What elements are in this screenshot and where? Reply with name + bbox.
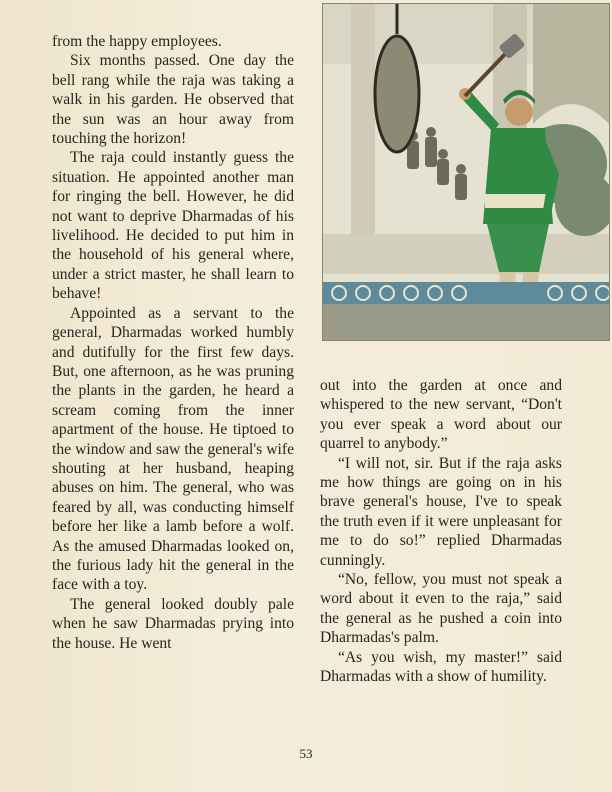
paragraph: The general looked doubly pale when he saw Dharmadas prying into the house. He went — [52, 595, 294, 652]
paragraph: “I will not, sir. But if the raja asks me how things are going on in his brave general's house, I've to speak the truth even if it were unpleasant for me to do so!” replied Dharmadas cunningly. — [320, 454, 562, 569]
paragraph: Six months passed. One day the bell rang while the raja was taking a walk in his garden. He observed that the sun was an hour away from touching the horizon! — [52, 52, 294, 148]
page-number: 53 — [299, 746, 313, 761]
paragraph: Appointed as a servant to the general, Dharmadas worked humbly and dutifully for the first few days. But, one afternoon, as he was pruning the plants in the garden, he heard a scream coming from the inner apartment of the house. He tiptoed to the window and saw the general's wife shouting at her husband, heaping abuses on him. The general, who was feared by all, was conducting himself before her like a lamb before a wolf. As the amused Dharmadas looked on, the furious lady hit the general in the face with a toy. — [52, 304, 294, 594]
story-illustration — [322, 3, 610, 341]
paragraph: from the happy employees. — [52, 33, 222, 50]
bell-ringer-illustration — [323, 4, 609, 340]
right-text-column — [320, 376, 562, 687]
paragraph: “No, fellow, you must not speak a word about it even to the raja,” said the general as he pushed a coin into Dharmadas's palm. — [320, 571, 562, 647]
left-text-column — [52, 32, 294, 653]
paragraph: “As you wish, my master!” said Dharmadas with a show of humility. — [320, 648, 562, 686]
paragraph: The raja could instantly guess the situation. He appointed another man for ringing the bell. However, he did not want to deprive Dharmadas of his livelihood. He decided to put him in the household of his general where, under a strict master, he shall learn to behave! — [52, 149, 294, 303]
paragraph: out into the garden at once and whispered to the new servant, “Don't you ever speak a word about our quarrel to anybody.” — [320, 377, 562, 453]
